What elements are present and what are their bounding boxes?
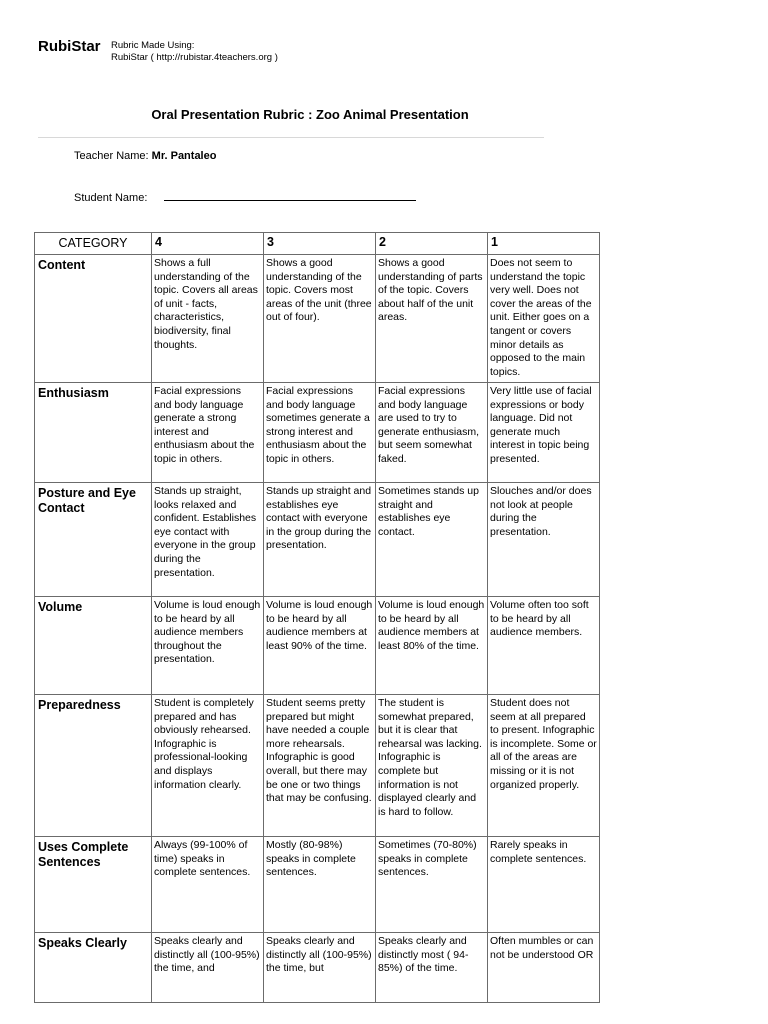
cell-score-1: Often mumbles or can not be understood OR bbox=[488, 933, 600, 1003]
made-using-note bbox=[111, 40, 278, 64]
cell-score-3: Shows a good understanding of the topic. Covers most areas of the unit (three out of four). bbox=[264, 255, 376, 383]
rubric-table bbox=[34, 232, 600, 1003]
table-header-row bbox=[35, 233, 600, 255]
row-category: Speaks Clearly bbox=[35, 933, 152, 1003]
cell-score-1: Does not seem to understand the topic very well. Does not cover the areas of the unit. Either goes on a tangent or covers minor details as opposed to the main topics. bbox=[488, 255, 600, 383]
teacher-name-row bbox=[74, 150, 216, 162]
header-category: CATEGORY bbox=[35, 233, 152, 255]
teacher-name-label: Teacher Name: bbox=[74, 150, 149, 162]
student-name-label: Student Name: bbox=[74, 192, 148, 204]
header-score-4: 4 bbox=[152, 233, 264, 255]
header-score-1: 1 bbox=[488, 233, 600, 255]
row-category: Volume bbox=[35, 597, 152, 695]
cell-score-4: Speaks clearly and distinctly all (100-95%) the time, and bbox=[152, 933, 264, 1003]
table-row bbox=[35, 837, 600, 933]
cell-score-3: Mostly (80-98%) speaks in complete sentences. bbox=[264, 837, 376, 933]
made-using-line2: RubiStar ( http://rubistar.4teachers.org ) bbox=[111, 52, 278, 63]
cell-score-1: Volume often too soft to be heard by all audience members. bbox=[488, 597, 600, 695]
cell-score-1: Very little use of facial expressions or body language. Did not generate much interest in topic being presented. bbox=[488, 383, 600, 483]
header-score-2: 2 bbox=[376, 233, 488, 255]
cell-score-2: Facial expressions and body language are used to try to generate enthusiasm, but seem somewhat faked. bbox=[376, 383, 488, 483]
cell-score-3: Facial expressions and body language sometimes generate a strong interest and enthusiasm about the topic in others. bbox=[264, 383, 376, 483]
cell-score-1: Rarely speaks in complete sentences. bbox=[488, 837, 600, 933]
row-category: Content bbox=[35, 255, 152, 383]
row-category: Enthusiasm bbox=[35, 383, 152, 483]
row-category: Posture and Eye Contact bbox=[35, 483, 152, 597]
cell-score-1: Slouches and/or does not look at people during the presentation. bbox=[488, 483, 600, 597]
table-row bbox=[35, 383, 600, 483]
brand-logo-text: RubiStar bbox=[38, 38, 101, 55]
cell-score-4: Facial expressions and body language generate a strong interest and enthusiasm about the topic in others. bbox=[152, 383, 264, 483]
student-name-row bbox=[74, 191, 416, 204]
cell-score-4: Student is completely prepared and has obviously rehearsed. Infographic is professional-looking and displays information clearly. bbox=[152, 695, 264, 837]
cell-score-4: Stands up straight, looks relaxed and confident. Establishes eye contact with everyone in the group during the presentation. bbox=[152, 483, 264, 597]
cell-score-2: The student is somewhat prepared, but it is clear that rehearsal was lacking. Infographic is complete but information is not displayed clearly and is hard to follow. bbox=[376, 695, 488, 837]
cell-score-2: Shows a good understanding of parts of the topic. Covers about half of the unit areas. bbox=[376, 255, 488, 383]
table-row bbox=[35, 483, 600, 597]
cell-score-2: Speaks clearly and distinctly most ( 94-85%) of the time. bbox=[376, 933, 488, 1003]
cell-score-3: Stands up straight and establishes eye contact with everyone in the group during the presentation. bbox=[264, 483, 376, 597]
made-using-line1: Rubric Made Using: bbox=[111, 40, 195, 51]
table-row bbox=[35, 695, 600, 837]
page-title: Oral Presentation Rubric : Zoo Animal Presentation bbox=[151, 107, 469, 122]
divider bbox=[38, 137, 544, 138]
table-row bbox=[35, 255, 600, 383]
row-category: Uses Complete Sentences bbox=[35, 837, 152, 933]
header-score-3: 3 bbox=[264, 233, 376, 255]
cell-score-2: Sometimes (70-80%) speaks in complete sentences. bbox=[376, 837, 488, 933]
student-name-blank bbox=[164, 191, 416, 201]
cell-score-1: Student does not seem at all prepared to present. Infographic is incomplete. Some or all of the areas are missing or it is not organized properly. bbox=[488, 695, 600, 837]
table-row bbox=[35, 933, 600, 1003]
cell-score-4: Volume is loud enough to be heard by all audience members throughout the presentation. bbox=[152, 597, 264, 695]
cell-score-4: Shows a full understanding of the topic. Covers all areas of unit - facts, characteristics, biodiversity, final thoughts. bbox=[152, 255, 264, 383]
table-row bbox=[35, 597, 600, 695]
cell-score-3: Volume is loud enough to be heard by all audience members at least 90% of the time. bbox=[264, 597, 376, 695]
teacher-name-value: Mr. Pantaleo bbox=[151, 150, 217, 162]
row-category: Preparedness bbox=[35, 695, 152, 837]
cell-score-4: Always (99-100% of time) speaks in complete sentences. bbox=[152, 837, 264, 933]
cell-score-3: Speaks clearly and distinctly all (100-95%) the time, but bbox=[264, 933, 376, 1003]
cell-score-2: Sometimes stands up straight and establishes eye contact. bbox=[376, 483, 488, 597]
cell-score-3: Student seems pretty prepared but might have needed a couple more rehearsals. Infographic is good overall, but there may be one or two things that may be confusing. bbox=[264, 695, 376, 837]
cell-score-2: Volume is loud enough to be heard by all audience members at least 80% of the time. bbox=[376, 597, 488, 695]
